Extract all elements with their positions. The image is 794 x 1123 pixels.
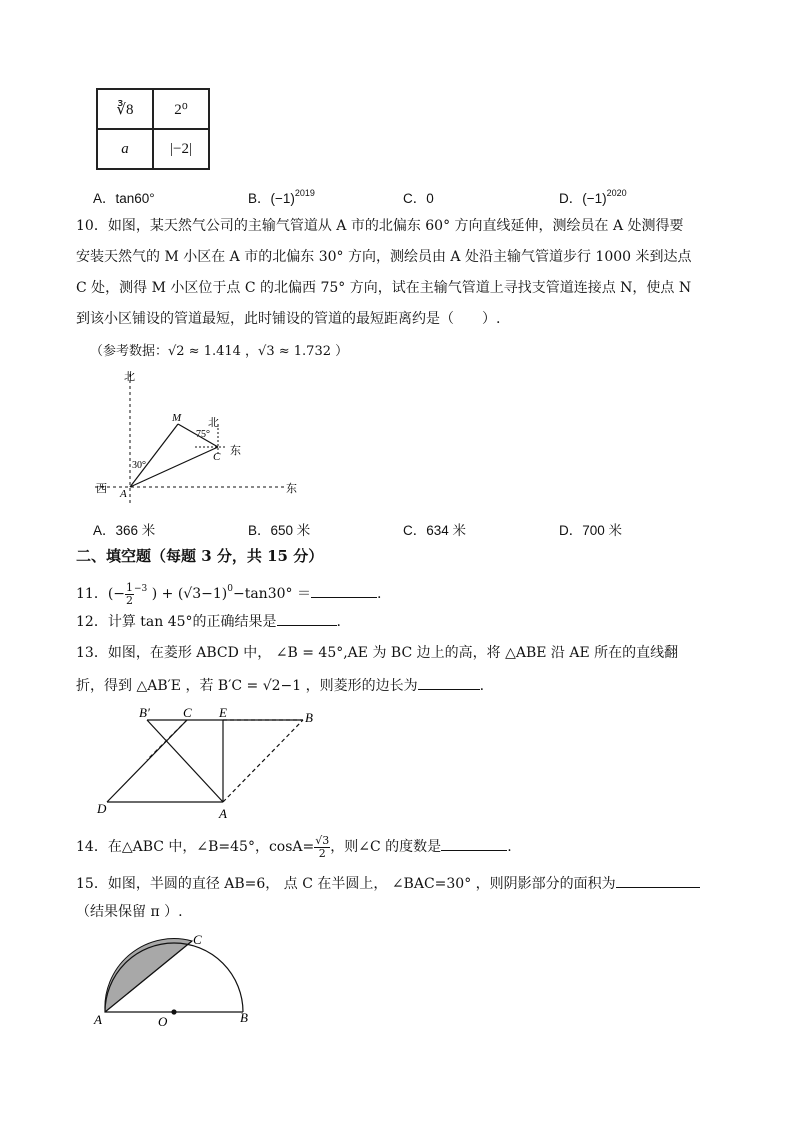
label-d: D (97, 801, 107, 816)
q14-tail: ，则∠C 的度数是 (330, 839, 442, 855)
q11-exponent: −3 (134, 584, 148, 594)
label-a: A (94, 1012, 102, 1027)
q12-answer-blank[interactable] (277, 611, 337, 626)
label-a: A (120, 488, 127, 500)
q9-table (96, 88, 210, 170)
q10-option-d: D．700 米 (559, 523, 623, 538)
q13-line-2: 折，得到 △AB′E ，若 B′C = √2−1 ，则菱形的边长为 . (76, 675, 484, 696)
label-c: C (213, 451, 221, 463)
q13-answer-blank[interactable] (418, 675, 480, 690)
q9-option-c: C．0 (403, 191, 434, 206)
q11: 11．(− $\frac{1}{2}$ $^{-3}$ ) + $(√3-1)^0-\tan 30^\circ$ ＝ . (76, 580, 382, 607)
q11-fraction: $\frac{1}{2}$ (126, 580, 134, 607)
q14-fraction: $\frac{√3}{2}$ (315, 833, 330, 860)
q9-cell-abs-neg2: |−2| (153, 129, 209, 169)
label-east: 东 (286, 483, 297, 495)
q9-cell-a: a (97, 129, 153, 169)
label-north: 北 (124, 371, 135, 383)
line-a-b (223, 720, 303, 802)
section-fill-in-header: 二、填空题（每题 3 分，共 15 分） (76, 547, 324, 565)
label-c: C (193, 932, 202, 947)
label-a: A (219, 806, 227, 821)
q12: 12．计算 tan 45°的正确结果是 . (76, 611, 341, 632)
q10-line-2: 安装天然气的 M 小区在 A 市的北偏东 30° 方向，测绘员由 A 处沿主输气管道步行 1000 米到达点 (76, 249, 692, 265)
q14-answer-blank[interactable] (441, 836, 507, 851)
q11-middle: ) + (√3−1) (151, 586, 228, 602)
q9-cell-2-pow-0: 2⁰ (153, 89, 209, 129)
q11-prefix: 11．(− (76, 586, 126, 602)
q10-option-c: C．634 米 (403, 523, 467, 538)
q9-cell-cuberoot-8: ∛8 (97, 89, 153, 129)
label-o: O (158, 1014, 168, 1028)
label-bp: B′ (139, 705, 150, 720)
label-angle-75: 75° (196, 429, 210, 440)
q13-figure (95, 704, 325, 822)
q11-tail: −tan30° ＝ (232, 586, 311, 602)
q10-reference-data: （参考数据：√2 ≈ 1.414 ，√3 ≈ 1.732 ） (90, 344, 349, 359)
q14: 14．在△ABC 中，∠B=45°，cosA= $\frac{√3}{2}$ ，则∠C 的度数是 . (76, 833, 512, 860)
q12-text: 12．计算 tan 45°的正确结果是 (76, 614, 277, 630)
q10-figure (90, 364, 305, 506)
q10-line-4: 到该小区铺设的管道最短，此时铺设的管道的最短距离约是（ ）. (76, 311, 501, 327)
q15-line-1 (76, 873, 700, 894)
label-b: B (305, 710, 313, 725)
label-west: 西 (96, 483, 107, 495)
q9-option-d: D．$(-1)^{2020}$ (559, 188, 627, 206)
center-point-o (171, 1009, 176, 1014)
q10-line-3: C 处，测得 M 小区位于点 C 的北偏西 75° 方向，试在主输气管道上寻找支管道连接点 N，使点 N (76, 280, 692, 296)
label-m: M (172, 412, 182, 424)
q11-answer-blank[interactable] (311, 583, 377, 598)
q15-answer-blank[interactable] (616, 873, 700, 888)
q9-option-b: B．$(-1)^{2019}$ (248, 188, 315, 206)
q15-line-2: （结果保留 π ）. (76, 904, 183, 920)
q10-option-b: B．650 米 (248, 523, 311, 538)
segment-am (130, 424, 178, 487)
q10-line-1: 10．如图，某天然气公司的主输气管道从 A 市的北偏东 60° 方向直线延伸，测绘员在 A 处测得要 (76, 218, 684, 234)
label-east-c: 东 (230, 445, 241, 457)
q11-exponent-zero: 0 (227, 584, 233, 594)
q10-option-a: A．366 米 (93, 523, 156, 538)
label-north-c: 北 (208, 417, 219, 429)
line-bp-a (147, 720, 223, 802)
q15-figure (90, 928, 260, 1028)
label-c: C (183, 705, 192, 720)
q13-line-1: 13．如图，在菱形 ABCD 中， ∠B = 45°,AE 为 BC 边上的高，将 △ABE 沿 AE 所在的直线翻 (76, 645, 679, 661)
label-e: E (219, 705, 227, 720)
q13-line-2-text: 折，得到 △AB′E ，若 B′C = √2−1 ，则菱形的边长为 (76, 678, 418, 694)
q9-option-a: A．tan60° (93, 191, 155, 206)
q15-line-1-text: 15．如图，半圆的直径 AB=6， 点 C 在半圆上， ∠BAC=30° ，则阴影部分的面积为 (76, 876, 616, 892)
label-angle-30: 30° (132, 460, 146, 471)
label-b: B (240, 1010, 248, 1025)
q14-text: 14．在△ABC 中，∠B=45°，cosA= (76, 839, 315, 855)
